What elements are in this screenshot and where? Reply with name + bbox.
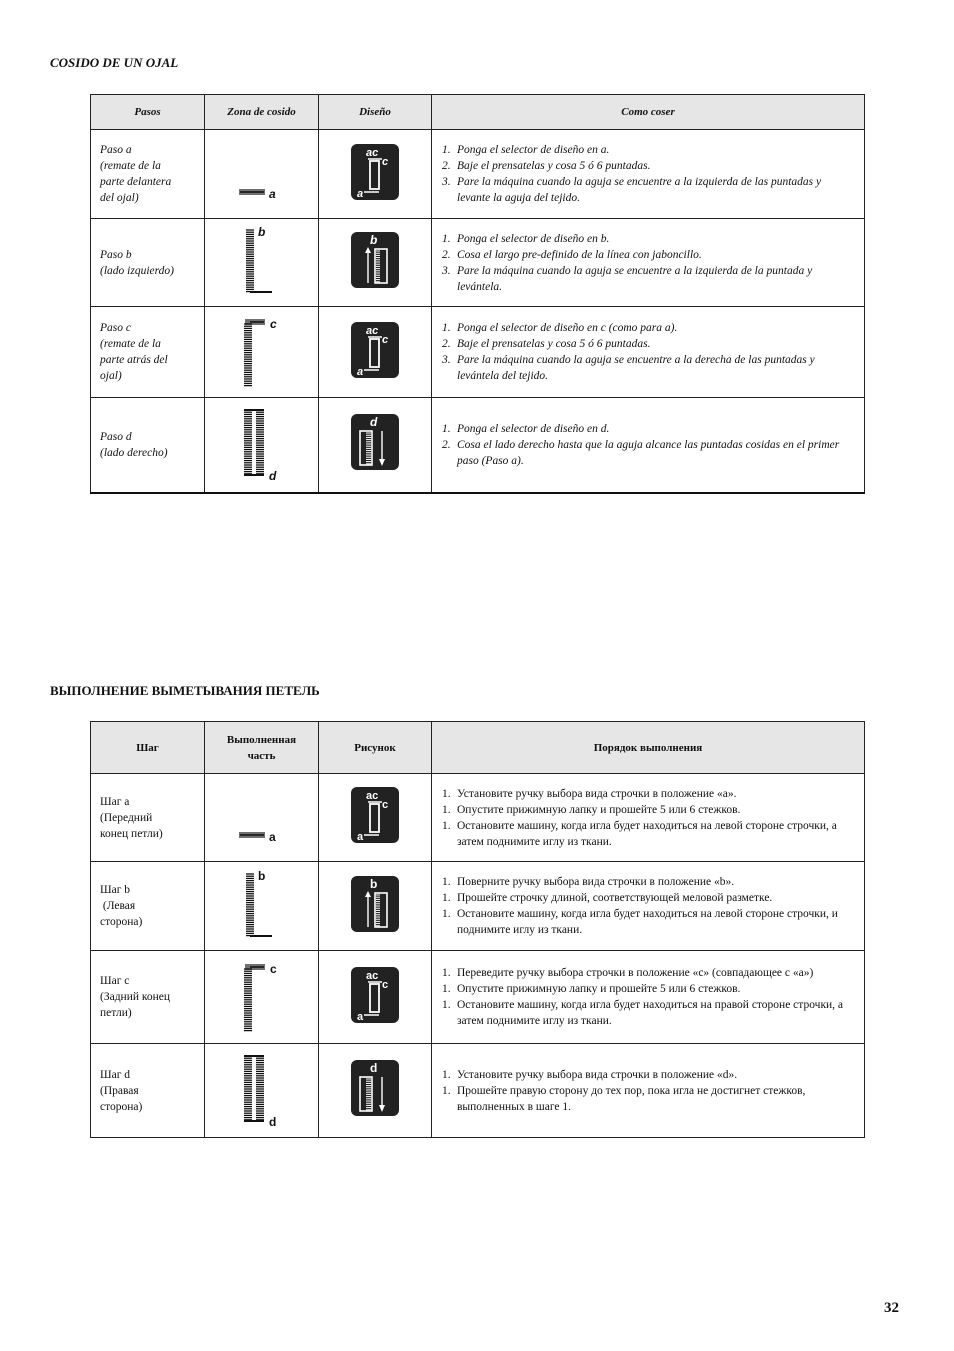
- instruction-item: [442, 997, 854, 1029]
- instruction-number: 1.: [442, 892, 451, 904]
- instruction-text: Pare la máquina cuando la aguja se encuentre a la izquierda de las puntadas y levante la aguja del tejido.: [457, 176, 822, 204]
- instruction-text: Установите ручку выбора вида строчки в положение «a».: [457, 787, 737, 800]
- design-cell: [319, 219, 432, 307]
- instruction-text: Опустите прижимную лапку и прошейте 5 или 6 стежков.: [457, 983, 741, 995]
- instruction-text: Опустите прижимную лапку и прошейте 5 или 6 стежков.: [457, 803, 741, 816]
- section-title-spanish: COSIDO DE UN OJAL: [50, 55, 179, 70]
- instruction-number: 1.: [442, 787, 451, 800]
- step-label-line: (Левая: [100, 900, 136, 912]
- instruction-item: [442, 818, 854, 850]
- right-side-stitch-icon: [232, 402, 292, 482]
- zone-cell: [205, 130, 319, 219]
- step-label-line: del ojal): [100, 192, 139, 204]
- table-row: [91, 307, 865, 398]
- step-cell: [91, 774, 205, 862]
- instruction-text: Ponga el selector de diseño en b.: [457, 232, 610, 245]
- step-label-line: Шаг b: [100, 884, 131, 896]
- step-label-line: (lado izquierdo): [100, 264, 174, 277]
- step-label-line: (remate de la: [100, 338, 161, 350]
- header-how: Порядок выполнения: [432, 722, 865, 774]
- instruction-item: [442, 247, 854, 263]
- instruction-item: [442, 965, 854, 981]
- instruction-text: Cosa el largo pre-definido de la línea con jaboncillo.: [457, 248, 702, 261]
- buttonhole-selector-ac-icon: [350, 321, 400, 379]
- design-cell: [319, 951, 432, 1044]
- step-label-line: (Задний конец: [100, 991, 171, 1003]
- table-row: [91, 398, 865, 493]
- step-cell: [91, 130, 205, 219]
- step-label-line: Paso a: [100, 144, 132, 156]
- zone-letter: d: [268, 469, 276, 483]
- design-letter: a: [357, 831, 364, 843]
- step-label-line: (Правая: [100, 1084, 139, 1097]
- bartack-back-icon: [232, 310, 292, 390]
- instruction-number: 3.: [442, 354, 451, 366]
- instructions-cell: [432, 130, 865, 219]
- instruction-list: [442, 142, 854, 206]
- step-cell: [91, 398, 205, 493]
- design-letter: b: [370, 876, 378, 891]
- instruction-number: 3.: [442, 176, 451, 188]
- zone-cell: [205, 1044, 319, 1138]
- instructions-table-russian: [90, 721, 865, 1138]
- step-label-line: конец петли): [100, 827, 163, 840]
- step-label-line: сторона): [100, 916, 143, 928]
- table-row: [91, 862, 865, 951]
- instruction-text: Остановите машину, когда игла будет находиться на левой стороне строчки, и поднимите иглу из ткани.: [457, 908, 838, 936]
- instruction-number: 1.: [442, 322, 451, 334]
- zone-cell: [205, 774, 319, 862]
- instructions-cell: [432, 219, 865, 307]
- step-label-line: петли): [100, 1007, 132, 1019]
- header-steps: Шаг: [91, 722, 205, 774]
- table-row: [91, 951, 865, 1044]
- buttonhole-selector-ac-icon: [350, 143, 400, 201]
- instruction-list: [442, 786, 854, 850]
- step-label-line: parte delantera: [100, 176, 172, 188]
- instruction-text: Прошейте строчку длиной, соответствующей меловой разметке.: [457, 892, 773, 904]
- instruction-number: 1.: [442, 803, 451, 816]
- design-letter: b: [370, 233, 378, 247]
- instruction-item: [442, 786, 854, 802]
- instruction-text: Ponga el selector de diseño en a.: [457, 144, 610, 156]
- instruction-text: Pare la máquina cuando la aguja se encuentre a la derecha de las puntadas y levántela del tejido.: [457, 354, 815, 382]
- page-number: 32: [884, 1300, 899, 1316]
- buttonhole-selector-d-icon: [350, 413, 400, 471]
- header-design: Diseño: [319, 95, 432, 130]
- bartack-front-icon: [232, 775, 292, 855]
- step-label-line: ojal): [100, 370, 122, 382]
- design-letter: c: [382, 155, 389, 168]
- instruction-item: [442, 1083, 854, 1115]
- zone-letter: a: [268, 186, 276, 201]
- zone-letter: a: [268, 830, 276, 844]
- instruction-number: 1.: [442, 999, 451, 1011]
- instruction-number: 2.: [442, 160, 451, 172]
- design-cell: [319, 774, 432, 862]
- left-side-stitch-icon: [232, 220, 292, 300]
- table-header-row: [91, 95, 865, 130]
- design-letter: d: [370, 1061, 378, 1075]
- instruction-item: [442, 174, 854, 206]
- design-letter: d: [370, 415, 378, 430]
- design-letter: ac: [366, 146, 379, 159]
- buttonhole-selector-ac-icon: [350, 966, 400, 1024]
- step-cell: [91, 307, 205, 398]
- instruction-item: [442, 802, 854, 818]
- instruction-list: [442, 231, 854, 295]
- left-side-stitch-icon: [232, 864, 292, 944]
- instruction-number: 1.: [442, 876, 451, 888]
- instruction-text: Ponga el selector de diseño en d.: [457, 422, 610, 435]
- step-label-line: (lado derecho): [100, 446, 168, 459]
- buttonhole-selector-ac-icon: [350, 786, 400, 844]
- instruction-list: [442, 1067, 854, 1115]
- buttonhole-selector-b-icon: [350, 231, 400, 289]
- header-how: Como coser: [432, 95, 865, 130]
- step-cell: [91, 219, 205, 307]
- instruction-item: [442, 231, 854, 247]
- instruction-text: Поверните ручку выбора вида строчки в положение «b».: [457, 876, 735, 888]
- instruction-item: [442, 906, 854, 938]
- step-label-line: сторона): [100, 1100, 143, 1113]
- step-label-line: Шаг c: [100, 975, 130, 987]
- design-letter: c: [382, 333, 389, 346]
- design-cell: [319, 398, 432, 493]
- instruction-text: Cosa el lado derecho hasta que la aguja alcance las puntadas cosidas en el primer paso (Paso a).: [457, 438, 840, 467]
- step-label-line: (remate de la: [100, 160, 161, 172]
- instruction-item: [442, 142, 854, 158]
- instruction-item: [442, 421, 854, 437]
- zone-cell: [205, 307, 319, 398]
- instruction-item: [442, 320, 854, 336]
- zone-letter: c: [269, 961, 277, 976]
- design-letter: c: [382, 799, 389, 811]
- instruction-text: Переведите ручку выбора строчки в положение «c» (совпадающее с «a»): [457, 967, 814, 979]
- step-cell: [91, 1044, 205, 1138]
- instruction-item: [442, 336, 854, 352]
- step-label-line: (Передний: [100, 811, 153, 824]
- table-row: [91, 1044, 865, 1138]
- bartack-back-icon: [232, 955, 292, 1035]
- instruction-text: Baje el prensatelas y cosa 5 ó 6 puntadas.: [457, 338, 651, 350]
- instruction-text: Pare la máquina cuando la aguja se encuentre a la izquierda de la puntada y levántela.: [457, 264, 813, 293]
- step-label-line: Шаг d: [100, 1068, 131, 1081]
- instructions-cell: [432, 951, 865, 1044]
- zone-cell: [205, 862, 319, 951]
- design-letter: a: [357, 187, 364, 200]
- bartack-front-icon: [232, 132, 292, 212]
- instruction-number: 1.: [442, 422, 451, 435]
- instruction-number: 1.: [442, 819, 451, 832]
- instruction-item: [442, 874, 854, 890]
- design-cell: [319, 307, 432, 398]
- step-label-line: Paso b: [100, 248, 132, 261]
- instruction-number: 2.: [442, 248, 451, 261]
- buttonhole-selector-b-icon: [350, 875, 400, 933]
- zone-cell: [205, 219, 319, 307]
- section-title-russian: ВЫПОЛНЕНИЕ ВЫМЕТЫВАНИЯ ПЕТЕЛЬ: [50, 683, 320, 698]
- zone-cell: [205, 398, 319, 493]
- instructions-cell: [432, 862, 865, 951]
- instruction-list: [442, 874, 854, 938]
- zone-letter: c: [269, 316, 277, 331]
- table-row: [91, 774, 865, 862]
- instruction-text: Остановите машину, когда игла будет находиться на левой стороне строчки, а затем поднимите иглу из ткани.: [457, 819, 837, 848]
- instruction-list: [442, 320, 854, 384]
- instruction-item: [442, 263, 854, 295]
- instruction-text: Прошейте правую сторону до тех пор, пока игла не достигнет стежков, выполненных в шаге 1.: [457, 1084, 806, 1113]
- instruction-item: [442, 158, 854, 174]
- instruction-item: [442, 352, 854, 384]
- instruction-item: [442, 437, 854, 469]
- design-letter: ac: [366, 969, 379, 982]
- header-zone: [205, 722, 319, 774]
- header-zone-line: часть: [247, 749, 276, 762]
- instructions-cell: [432, 774, 865, 862]
- buttonhole-selector-d-icon: [350, 1059, 400, 1117]
- design-letter: c: [382, 978, 389, 991]
- table-header-row: [91, 722, 865, 774]
- design-letter: ac: [366, 324, 379, 337]
- instruction-list: [442, 421, 854, 469]
- zone-letter: d: [268, 1115, 276, 1128]
- instruction-item: [442, 890, 854, 906]
- instruction-number: 3.: [442, 264, 451, 277]
- step-label-line: Paso c: [100, 322, 131, 334]
- instruction-text: Остановите машину, когда игла будет находиться на правой стороне строчки, а затем поднимите иглу из ткани.: [457, 999, 844, 1027]
- instruction-text: Baje el prensatelas y cosa 5 ó 6 puntadas.: [457, 160, 651, 172]
- step-label-line: Шаг a: [100, 795, 130, 808]
- design-cell: [319, 1044, 432, 1138]
- design-letter: a: [357, 1010, 364, 1023]
- step-cell: [91, 862, 205, 951]
- instruction-number: 1.: [442, 1068, 451, 1081]
- instruction-number: 2.: [442, 338, 451, 350]
- header-zone-line: Выполненная: [226, 733, 297, 746]
- instruction-list: [442, 965, 854, 1029]
- table-row: [91, 130, 865, 219]
- instruction-number: 1.: [442, 983, 451, 995]
- design-cell: [319, 862, 432, 951]
- instruction-number: 1.: [442, 908, 451, 920]
- instructions-table-spanish: [90, 94, 865, 494]
- design-letter: ac: [366, 790, 379, 802]
- step-cell: [91, 951, 205, 1044]
- instruction-item: [442, 1067, 854, 1083]
- header-zone: Zona de cosido: [205, 95, 319, 130]
- step-label-line: parte atrás del: [100, 354, 168, 366]
- zone-cell: [205, 951, 319, 1044]
- instruction-item: [442, 981, 854, 997]
- instruction-text: Ponga el selector de diseño en c (como para a).: [457, 322, 678, 334]
- instruction-number: 1.: [442, 144, 451, 156]
- step-label-line: Paso d: [100, 430, 132, 443]
- instruction-number: 1.: [442, 967, 451, 979]
- instructions-cell: [432, 307, 865, 398]
- instruction-number: 1.: [442, 1084, 451, 1097]
- table-row: [91, 219, 865, 307]
- instruction-text: Установите ручку выбора вида строчки в положение «d».: [457, 1068, 738, 1081]
- header-design: Рисунок: [319, 722, 432, 774]
- design-letter: a: [357, 365, 364, 378]
- zone-letter: b: [257, 868, 265, 883]
- header-steps: Pasos: [91, 95, 205, 130]
- instruction-number: 2.: [442, 438, 451, 451]
- instructions-cell: [432, 1044, 865, 1138]
- design-cell: [319, 130, 432, 219]
- zone-letter: b: [257, 225, 265, 239]
- right-side-stitch-icon: [232, 1048, 292, 1128]
- instructions-cell: [432, 398, 865, 493]
- instruction-number: 1.: [442, 232, 451, 245]
